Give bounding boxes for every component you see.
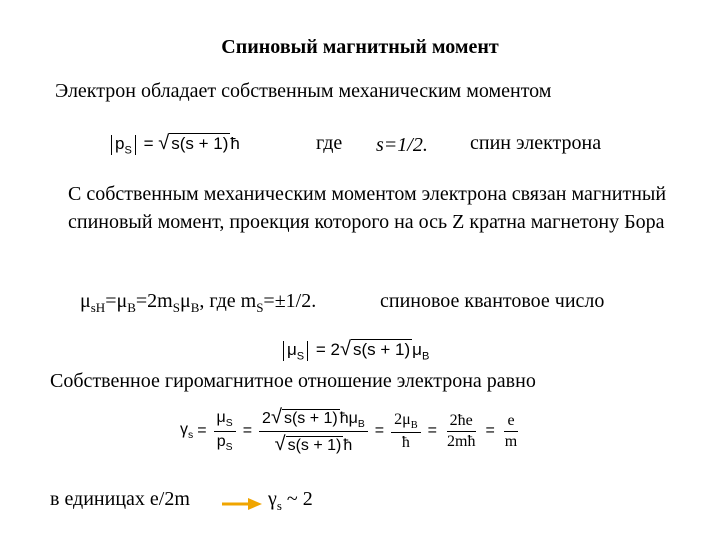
gyro-line: Собственное гиромагнитное отношение электрона равно (50, 370, 536, 392)
eq4-eq-5: = (485, 422, 495, 440)
quantum-number-caption: спиновое квантовое число (380, 290, 605, 312)
bottom-gamma: γ (268, 488, 277, 510)
where-label: где (316, 132, 343, 154)
equation-mu-s (280, 338, 429, 362)
eq1-hbar: ħ (230, 134, 240, 153)
eq2-mu: μ (80, 290, 91, 312)
bottom-approx: ~ 2 (281, 488, 313, 510)
eq4-eq-4: = (427, 422, 437, 440)
eq2-tail: , где m (199, 290, 257, 312)
eq1-lhs-sub: S (124, 144, 132, 157)
eq3-radicand: s(s + 1) (353, 340, 411, 359)
abs-bar-left (111, 135, 112, 155)
eq4-frac-5: $\frac{e}{m}$ (504, 411, 518, 450)
abs-bar-right (135, 135, 136, 155)
eq4-frac-4: $\frac{2ħe}{2mħ}$ (447, 411, 476, 450)
eq2-mu2: μ (179, 290, 191, 312)
eq2-eq-a: =μ (105, 290, 128, 312)
intro-line: Электрон обладает собственным механическим моментом (55, 80, 552, 102)
paragraph-magnetic-moment: С собственным механическим моментом электрона связан магнитный спиновый момент, проекция которого на ось Z кратна магнетону Бора (68, 183, 667, 233)
eq2-mid: =2m (135, 290, 173, 312)
sqrt-icon: √ (340, 338, 351, 360)
eq4-gamma: $\gamma_s$ (180, 421, 194, 442)
eq3-mu-b: μ (412, 340, 422, 359)
eq2-sub-s2: S (256, 300, 264, 315)
bottom-gamma-sub: s (276, 498, 282, 513)
eq2-pm: =±1/2. (263, 290, 317, 312)
spin-caption: спин электрона (470, 132, 602, 154)
eq1-lhs: p (115, 134, 125, 153)
eq2-sub-s: S (172, 300, 180, 315)
eq3-eq: = 2 (315, 340, 341, 359)
eq1-radicand: s(s + 1) (171, 134, 229, 153)
equation-projection (80, 290, 316, 316)
units-label: в единицах e/2m (50, 488, 190, 510)
eq1-equals: = (143, 134, 154, 153)
abs-bar-right (307, 341, 308, 361)
page-title: Спиновый магнитный момент (221, 36, 499, 58)
eq4-frac-3: $\frac{2\mu_B}{ħ}$ (391, 411, 421, 452)
eq2-sub-b2: B (190, 300, 200, 315)
eq3-sub: S (296, 350, 305, 363)
spin-value: s=1/2. (376, 134, 428, 156)
eq4-eq-1: = (197, 422, 207, 440)
gamma-result (268, 488, 313, 514)
eq3-mu: μ (287, 340, 297, 359)
eq2-sub-sh: sH (90, 300, 106, 315)
eq4-eq-2: = (242, 422, 253, 440)
abs-bar-left (283, 341, 284, 361)
eq2-sub-b: B (127, 300, 136, 315)
equation-spin-momentum (108, 132, 240, 156)
eq4-frac-2: $\frac{2√ s(s + 1) ħ\mu_B}{√ s(s + 1) ħ}$ (259, 406, 368, 456)
sqrt-icon: √ (158, 132, 170, 154)
eq4-eq-3: = (374, 422, 385, 440)
right-arrow-icon (220, 496, 264, 510)
eq3-sub-b: B (421, 350, 430, 363)
equation-gyromagnetic (180, 406, 523, 456)
eq4-frac-1: $\frac{\mu_S}{p_S}$ (214, 409, 236, 452)
